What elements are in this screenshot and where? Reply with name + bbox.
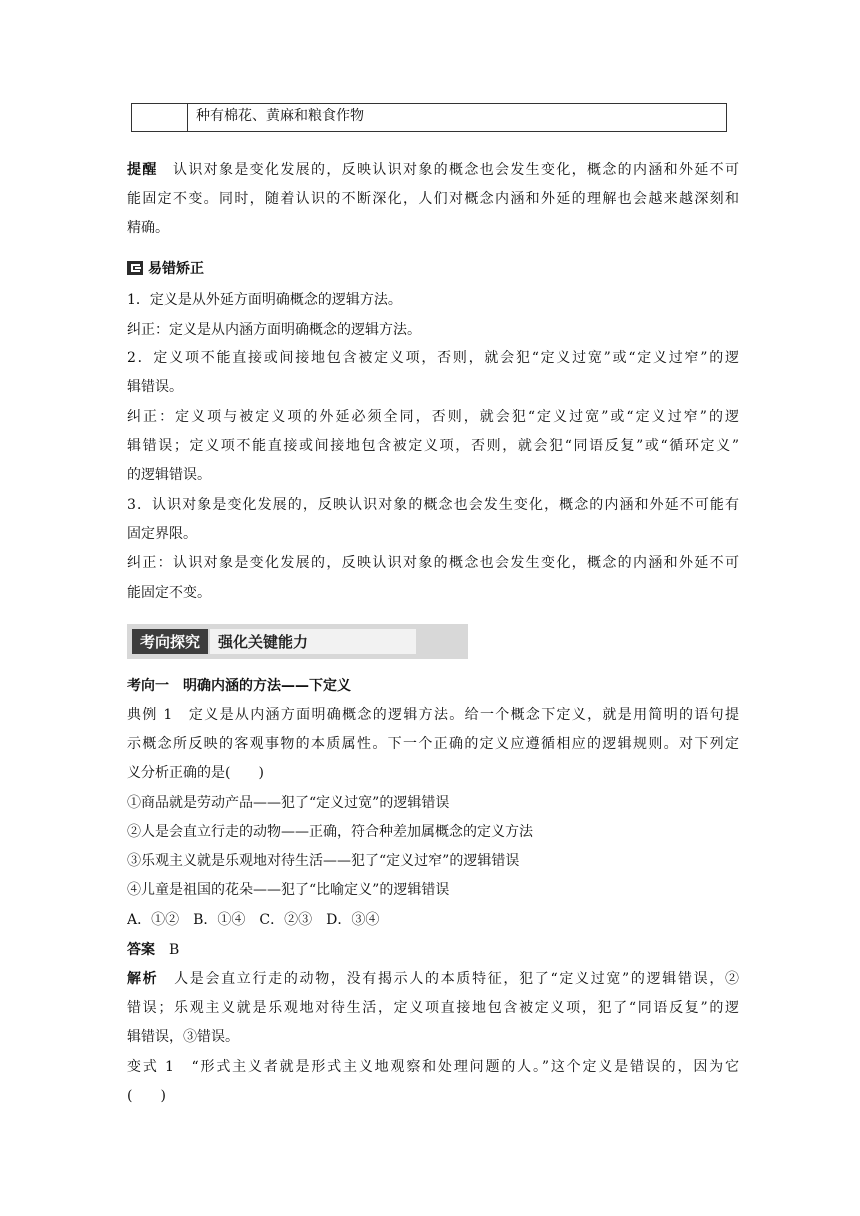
statement-item-2: ②人是会直立行走的动物——正确，符合种差加属概念的定义方法 bbox=[127, 824, 533, 840]
banner-dark-label: 考向探究 bbox=[132, 629, 208, 654]
variant-line-2: ( ) bbox=[127, 1088, 166, 1104]
answer-value: B bbox=[169, 942, 180, 958]
statement-item-3: ③乐观主义就是乐观地对待生活——犯了“定义过窄”的逻辑错误 bbox=[127, 853, 520, 869]
section-banner bbox=[127, 624, 468, 659]
reminder-line-3: 精确。 bbox=[127, 220, 169, 236]
error-section-header bbox=[127, 258, 204, 278]
error-line-1: 1．定义是从外延方面明确概念的逻辑方法。 bbox=[127, 292, 402, 308]
topic-heading: 考向一 明确内涵的方法——下定义 bbox=[127, 678, 351, 694]
variant-line-1: 变式 1 “形式主义者就是形式主义地观察和处理问题的人。”这个定义是错误的，因为它 bbox=[127, 1059, 739, 1075]
error-line-7: 的逻辑错误。 bbox=[127, 467, 211, 483]
error-line-11: 能固定不变。 bbox=[127, 585, 211, 601]
statement-item-4: ④儿童是祖国的花朵——犯了“比喻定义”的逻辑错误 bbox=[127, 882, 450, 898]
analysis-line-1: 解析 人是会直立行走的动物，没有揭示人的本质特征，犯了“定义过宽”的逻辑错误，② bbox=[127, 971, 739, 987]
analysis-line-2: 错误；乐观主义就是乐观地对待生活，定义项直接地包含被定义项，犯了“同语反复”的逻 bbox=[127, 1000, 739, 1016]
error-line-5: 纠正：定义项与被定义项的外延必须全同，否则，就会犯“定义过宽”或“定义过窄”的逻 bbox=[127, 409, 739, 425]
banner-light-label: 强化关键能力 bbox=[210, 629, 416, 654]
reminder-line-2: 能固定不变。同时，随着认识的不断深化，人们对概念内涵和外延的理解也会越来越深刻和 bbox=[127, 191, 739, 207]
error-line-3: 2．定义项不能直接或间接地包含被定义项，否则，就会犯“定义过宽”或“定义过窄”的逻 bbox=[127, 350, 739, 366]
answer-label: 答案 bbox=[127, 942, 155, 958]
statement-item-1: ①商品就是劳动产品——犯了“定义过宽”的逻辑错误 bbox=[127, 795, 450, 811]
example-line-1: 典例 1 定义是从内涵方面明确概念的逻辑方法。给一个概念下定义，就是用简明的语句提 bbox=[127, 707, 739, 723]
error-line-6: 辑错误；定义项不能直接或间接地包含被定义项，否则，就会犯“同语反复”或“循环定义” bbox=[127, 438, 739, 454]
error-section-title: 易错矫正 bbox=[148, 261, 204, 277]
error-line-8: 3．认识对象是变化发展的，反映认识对象的概念也会发生变化，概念的内涵和外延不可能有 bbox=[127, 497, 739, 513]
error-line-9: 固定界限。 bbox=[127, 526, 197, 542]
analysis-line-3: 辑错误，③错误。 bbox=[127, 1029, 239, 1045]
table-cell-text: 种有棉花、黄麻和粮食作物 bbox=[196, 108, 364, 124]
reminder-label: 提醒 bbox=[127, 162, 158, 178]
error-line-10: 纠正：认识对象是变化发展的，反映认识对象的概念也会发生变化，概念的内涵和外延不可 bbox=[127, 555, 739, 571]
example-line-2: 示概念所反映的客观事物的本质属性。下一个正确的定义应遵循相应的逻辑规则。对下列定 bbox=[127, 736, 739, 752]
reminder-line-1: 提醒 认识对象是变化发展的，反映认识对象的概念也会发生变化，概念的内涵和外延不可 bbox=[127, 162, 739, 178]
example-line-3: 义分析正确的是( ) bbox=[127, 765, 264, 781]
section-marker-icon bbox=[127, 261, 143, 275]
table-empty-cell bbox=[132, 104, 188, 131]
analysis-label: 解析 bbox=[127, 971, 159, 987]
answer-options: A．①② B．①④ C．②③ D．③④ bbox=[127, 912, 380, 928]
error-line-2: 纠正：定义是从内涵方面明确概念的逻辑方法。 bbox=[127, 322, 421, 338]
table-fragment bbox=[131, 103, 727, 132]
error-line-4: 辑错误。 bbox=[127, 379, 183, 395]
answer-line bbox=[127, 940, 739, 960]
